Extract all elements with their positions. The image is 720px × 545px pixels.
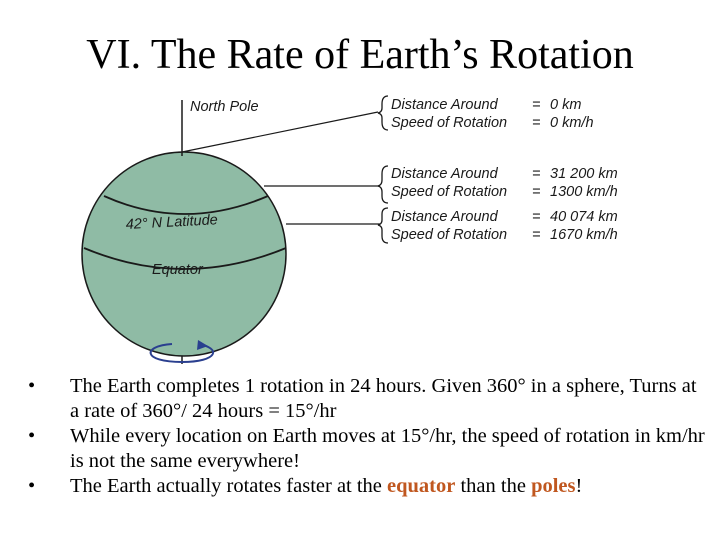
bullet-text-mid: than the <box>455 475 532 497</box>
north-pole-label: North Pole <box>190 99 259 115</box>
readout-distance-label: Distance Around <box>391 166 498 182</box>
bullet-item <box>28 374 708 424</box>
readout-equator <box>391 209 618 243</box>
equator-emphasis: equator <box>387 475 456 497</box>
readout-speed-value: 1670 km/h <box>550 227 618 243</box>
readout-pole <box>391 97 594 131</box>
readout-latitude <box>391 166 618 200</box>
readout-distance-value: 0 km <box>550 97 582 113</box>
bullet-text: The Earth completes 1 rotation in 24 hours. Given 360° in a sphere, Turns at a rate of 360°/ 24 hours = 15°/hr <box>70 375 697 422</box>
readout-equals: = <box>532 166 541 182</box>
bullet-marker: • <box>28 375 36 397</box>
readout-speed-label: Speed of Rotation <box>391 184 508 200</box>
bullet-text-pre: The Earth actually rotates faster at the <box>70 475 388 497</box>
bullet-item <box>28 424 708 474</box>
readout-distance-label: Distance Around <box>391 209 498 225</box>
bullet-text-post: ! <box>575 475 583 497</box>
poles-emphasis: poles <box>531 475 576 497</box>
readout-speed-value: 1300 km/h <box>550 184 618 200</box>
readout-bracket <box>378 96 388 130</box>
readout-equals: = <box>532 97 541 113</box>
bullet-item <box>28 474 708 499</box>
equator-label: Equator <box>152 262 203 278</box>
bullet-text: While every location on Earth moves at 15°/hr, the speed of rotation in km/hr is not the same everywhere! <box>70 425 705 472</box>
readout-bracket <box>378 208 388 243</box>
readout-distance-value: 40 074 km <box>550 209 618 225</box>
readout-equals: = <box>532 115 541 131</box>
readout-equals: = <box>532 209 541 225</box>
globe <box>82 152 286 356</box>
readout-speed-value: 0 km/h <box>550 115 594 131</box>
readout-distance-label: Distance Around <box>391 97 498 113</box>
readout-bracket <box>378 166 388 203</box>
slide-title: VI. The Rate of Earth’s Rotation <box>86 32 634 78</box>
readout-equals: = <box>532 184 541 200</box>
readout-equals: = <box>532 227 541 243</box>
readout-speed-label: Speed of Rotation <box>391 115 508 131</box>
readout-distance-value: 31 200 km <box>550 166 618 182</box>
leader-line-pole <box>182 112 378 152</box>
latitude-label: 42° N Latitude <box>125 212 219 233</box>
bullet-list <box>28 374 708 499</box>
readout-speed-label: Speed of Rotation <box>391 227 508 243</box>
bullet-marker: • <box>28 425 36 447</box>
bullet-marker: • <box>28 475 36 497</box>
